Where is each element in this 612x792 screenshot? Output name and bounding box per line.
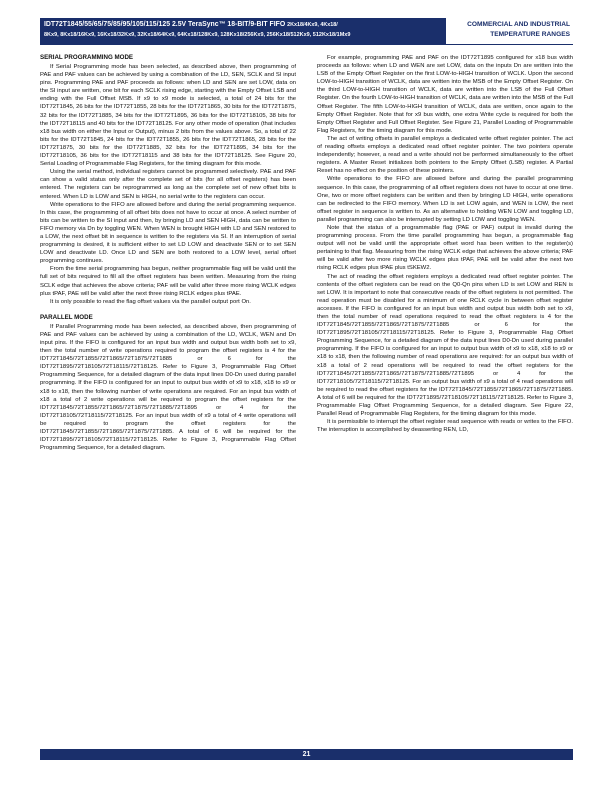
parallel-paragraph-1: If Parallel Programming mode has been selected, as described above, then programming of PAE and PAF values can be achieved by using a combination of the LD, WCLK, WEN and Dn input pins. If the FIFO is configured for an input bus width and output bus width both set to x9, then the total number of write operations required to program the offset registers is 4 for the IDT72T1845/72T1855/72T1865/72T1875/72T1885 or 6 for the IDT72T1895/72T18105/72T18115/72T18125. Refer to Figure 3, Programmable Flag Offset Programming Sequence, for a detailed diagram of the data input lines D0-Dn used during parallel programming. If the FIFO is configured for an input to output bus width of x9 to x18, x18 to x9 or x18 to x18, then the following number of write operations are required. For an input bus width of x18 a total of 2 write operations will be required to program the offset registers for the IDT72T1845/72T1855/72T1865/72T1875/72T1885/72T1895 or 4 for the IDT72T18105/72T18115/72T18125. For an input bus width of x9 a total of 4 write operations will be required to program the offset registers for the IDT72T1845/72T1855/72T1865/72T1875/72T1885. A total of 6 will be required for the IDT72T1895/72T18105/72T18115/72T18125. Refer to Figure 3, Programmable Flag Offset Programming Sequence, for a detailed diagram. [40,323,296,452]
header-title-suffix: 2Kx18/4Kx9, 4Kx18/ [287,22,338,28]
parallel-heading: PARALLEL MODE [40,313,93,321]
serial-paragraph-5: It is only possible to read the flag offset values via the parallel output port On. [50,298,251,305]
header-title-main: IDT72T1845/55/65/75/85/95/105/115/125 2.5V TeraSync™ 18-BIT/9-BIT FIFO [44,21,286,28]
page-number: 21 [302,751,311,758]
right-paragraph-6: It is permissible to interrupt the offset register read sequence with reads or writes to the FIFO. The interruption is accomplished by deasserting REN, LD, [317,419,573,434]
header-range-line2: TEMPERATURE RANGES [490,31,570,38]
left-column [40,54,296,452]
serial-paragraph-4: From the time serial programming has begun, neither programmable flag will be valid until the full set of bits required to fill all the offset registers has been written. Measuring from the rising SCLK edge that achieves the above criteria; PAF will be valid after three more rising WCLK edges plus tPAF, PAE will be valid after the next three rising RCLK edges plus tPAE. [40,266,296,297]
right-paragraph-3: Write operations to the FIFO are allowed before and during the parallel programming sequence. In this case, the programming of all offset registers does not have to occur at one time. One, two or more offset registers can be written and then by bringing LD HIGH, write operations can be redirected to the FIFO memory. When LD is set LOW again, and WEN is LOW, the next offset register in sequence is written to. As an alternative to holding WEN LOW and toggling LD, parallel programming can also be interrupted by setting LD LOW and toggling WEN. [317,176,573,223]
serial-paragraph-1: If Serial Programming mode has been selected, as described above, then programming of PAE and PAF values can be achieved by using a combination of the LD, SEN, SCLK and SI input pins. Programming PAE and PAF proceeds as follows: when LD and SEN are set LOW, data on the SI input are written, one bit for each SCLK rising edge, starting with the Empty Offset LSB and ending with the Full Offset MSB. If x9 to x9 mode is selected, a total of 24 bits for the IDT72T1845, 26 bits for the IDT72T1855, 28 bits for the IDT72T1865, 30 bits for the IDT72T1875, 32 bits for the IDT72T1885, 34 bits for the IDT72T1895, 36 bits for the IDT72T18105, 38 bits for the IDT72T18115 and 40 bits for the IDT72T18125. For any other mode of operation (that includes x18 bus width on either the Input or Output), minus 2 bits from the values above. So, a total of 22 bits for the IDT72T1845, 24 bits for the IDT72T1855, 26 bits for the IDT72T1865, 28 bits for the IDT72T1875, 30 bits for the IDT72T1885, 32 bits for the IDT72T1895, 34 bits for the IDT72T18105, 36 bits for the IDT72T18115 and 38 bits for the IDT72T18125. See Figure 20, Serial Loading of Programmable Flag Registers, for the timing diagram for this mode. [40,64,296,168]
serial-paragraph-3: Write operations to the FIFO are allowed before and during the serial programming sequence. In this case, the programming of all offset bits does not have to occur at once. A select number of bits can be written to the SI input and then, by bringing LD and SEN HIGH, data can be written to FIFO memory via Dn by toggling WEN. When WEN is brought HIGH with LD and SEN restored to a LOW, the next offset bit in sequence is written to the registers via SI. If an interruption of serial programming is desired, it is sufficient either to set LD LOW and deactivate SEN or to set SEN LOW and deactivate LD. Once LD and SEN are both restored to a LOW level, serial offset programming continues. [40,201,296,265]
section-gap [40,306,296,314]
right-paragraph-2: The act of writing offsets in parallel employs a dedicated write offset register pointer. The act of reading offsets employs a dedicated read offset register pointer. The two pointers operate independently; however, a read and a write should not be performed simultaneously to the offset registers. A Master Reset initializes both pointers to the Empty Offset (LSB) register. A Partial Reset has no effect on the position of these pointers. [317,135,573,175]
header-range-line1: COMMERCIAL AND INDUSTRIAL [467,21,570,28]
header-title-block [40,18,445,44]
right-paragraph-4: Note that the status of a programmable flag (PAE or PAF) output is invalid during the programming process. From the time parallel programming has begun, a programmable flag output will not be valid until the appropriate offset word has been written to the register(s) pertaining to that flag. Measuring from the rising WCLK edge that achieves the above criteria; PAF will be valid after two more rising WCLK edges plus tPAF, PAE will be valid after the next two rising RCLK edges plus tPAE plus tSKEW2. [317,224,573,272]
header-temperature-block [445,18,573,44]
header-title-line2: 8Kx9, 8Kx18/16Kx9, 16Kx18/32Kx9, 32Kx18/64Kx9, 64Kx18/128Kx9, 128Kx18/256Kx9, 256Kx18/512Kx9, 512Kx18/1Mx9 [44,32,351,38]
serial-paragraph-2: Using the serial method, individual registers cannot be programmed selectively. PAE and PAF can show a valid status only after the complete set of bits (for all offset registers) has been entered. The registers can be reprogrammed as long as the complete set of new offset bits is entered. When LD is LOW and SEN is HIGH, no serial write to the registers can occur. [40,169,296,200]
page-header [40,18,573,45]
right-column [317,54,573,434]
right-paragraph-5: The act of reading the offset registers employs a dedicated read offset register pointer. The contents of the offset registers can be read on the Q0-Qn pins when LD is set LOW and REN is set LOW. It is important to note that consecutive reads of the offset registers is not permitted. The read operation must be disabled for a minimum of one RCLK cycle in between offset register accesses. If the FIFO is configured for an input bus width and output bus width both set to x9, then the total number of read operations required to read the offset registers is 4 for the IDT72T1845/72T1855/72T1865/72T1875/72T1885 or 6 for the IDT72T1895/72T18105/72T18115/72T18125. Refer to Figure 3, Programmable Flag Offset Programming Sequence, for a detailed diagram of the data input lines D0-Dn used during parallel programming. If the FIFO is configured for an input to output bus width of x9 to x18, x18 to x9 or x18 to x18, then the following number of read operations are required: for an output bus width of x18 a total of 2 read operations will be required to read the offset registers for the IDT72T1845/72T1855/72T1865/72T1875/72T1885/72T1895 or 4 for the IDT72T18105/72T18115/72T18125. For an output bus width of x9 a total of 4 read operations will be required to read the offset registers for the IDT72T1845/72T1855/72T1865/72T1875/72T1885. A total of 6 will be required for the IDT72T1895/72T18105/72T18115/72T18125. Refer to Figure 3, Programmable Flag Offset Programming Sequence, for a detailed diagram. See Figure 22, Parallel Read of Programmable Flag Registers, for the timing diagram for this mode. [317,273,573,418]
page-footer [40,749,573,760]
header-title-line1 [44,20,441,30]
serial-heading: SERIAL PROGRAMMING MODE [40,54,134,61]
right-paragraph-1: For example, programming PAE and PAF on the IDT72T1895 configured for x18 bus width proceeds as follows: when LD and WEN are set LOW, data on the inputs Dn are written into the LSB of the Empty Offset Register on the first LOW-to-HIGH transition of WCLK. Upon the second LOW-to-HIGH transition of WCLK, data are written into the MSB of the Empty Offset Register. On the third LOW-to-HIGH transition of WCLK, data are written into the LSB of the Full Offset Register. On the fourth LOW-to-HIGH transition of WCLK, data are written into the MSB of the Full Offset Register. The fifth LOW-to-HIGH transition of WCLK, data are written, once again to the Empty Offset Register. Note that for x9 bus width, one extra Write cycle is required for both the Empty Offset Register and Full Offset Register. See Figure 21, Parallel Loading of Programmable Flag Registers, for the timing diagram for this mode. [317,55,573,134]
